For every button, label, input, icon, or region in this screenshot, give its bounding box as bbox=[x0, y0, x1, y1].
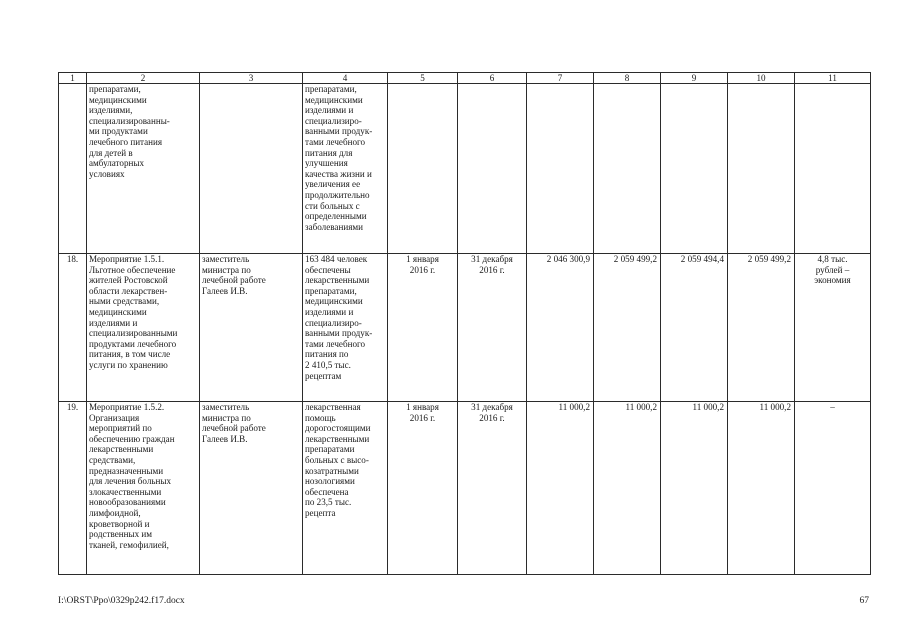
plan-table bbox=[58, 72, 871, 575]
row-number-cell bbox=[59, 84, 87, 254]
result-cell: 163 484 человек обеспечены лекарственными препаратами, медицинскими изделиями и специализиро- ванными продук- тами лечебного питания по 2 410,5 тыс. рецептам bbox=[303, 254, 388, 402]
row-number-cell: 19. bbox=[59, 402, 87, 575]
amount-cell-8: 2 059 499,2 bbox=[594, 254, 661, 402]
note-cell: 4,8 тыс. рублей – экономия bbox=[795, 254, 871, 402]
note-cell: – bbox=[795, 402, 871, 575]
column-number: 8 bbox=[594, 73, 661, 84]
amount-cell-10: 2 059 499,2 bbox=[728, 254, 795, 402]
result-cell: лекарственная помощь дорогостоящими лекарственными препаратами больных с высо- козатратными нозологиями обеспечена по 23,5 тыс. рецепта bbox=[303, 402, 388, 575]
column-number: 9 bbox=[661, 73, 728, 84]
end-date-cell bbox=[458, 84, 527, 254]
event-cell: Мероприятие 1.5.2. Организация мероприятий по обеспечению граждан лекарственными средствами, предназначенными для лечения больных злокачественными новообразованиями лимфоидной, кроветворной и родственных им тканей, гемофилией, bbox=[87, 402, 200, 575]
amount-cell-7 bbox=[527, 84, 594, 254]
column-number-row bbox=[59, 73, 871, 84]
table-row-continuation bbox=[59, 84, 871, 254]
responsible-cell: заместитель министра по лечебной работе Галеев И.В. bbox=[200, 402, 303, 575]
column-number: 4 bbox=[303, 73, 388, 84]
event-cell: Мероприятие 1.5.1. Льготное обеспечение жителей Ростовской области лекарствен- ными средствами, медицинскими изделиями и специализированными продуктами лечебного питания, в том числе услуги по хранению bbox=[87, 254, 200, 402]
amount-cell-9 bbox=[661, 84, 728, 254]
table-row bbox=[59, 402, 871, 575]
responsible-cell bbox=[200, 84, 303, 254]
column-number: 10 bbox=[728, 73, 795, 84]
column-number: 1 bbox=[59, 73, 87, 84]
start-date-cell bbox=[388, 84, 458, 254]
column-number: 6 bbox=[458, 73, 527, 84]
end-date-cell: 31 декабря 2016 г. bbox=[458, 254, 527, 402]
amount-cell-10 bbox=[728, 84, 795, 254]
responsible-cell: заместитель министра по лечебной работе Галеев И.В. bbox=[200, 254, 303, 402]
page-number: 67 bbox=[859, 596, 869, 606]
start-date-cell: 1 января 2016 г. bbox=[388, 402, 458, 575]
note-cell bbox=[795, 84, 871, 254]
column-number: 5 bbox=[388, 73, 458, 84]
table-row bbox=[59, 254, 871, 402]
amount-cell-8: 11 000,2 bbox=[594, 402, 661, 575]
column-number: 2 bbox=[87, 73, 200, 84]
amount-cell-9: 2 059 494,4 bbox=[661, 254, 728, 402]
amount-cell-7: 2 046 300,9 bbox=[527, 254, 594, 402]
column-number: 7 bbox=[527, 73, 594, 84]
footer-file-path: I:\ORST\Ppo\0329p242.f17.docx bbox=[58, 596, 185, 606]
amount-cell-10: 11 000,2 bbox=[728, 402, 795, 575]
amount-cell-8 bbox=[594, 84, 661, 254]
start-date-cell: 1 января 2016 г. bbox=[388, 254, 458, 402]
end-date-cell: 31 декабря 2016 г. bbox=[458, 402, 527, 575]
amount-cell-7: 11 000,2 bbox=[527, 402, 594, 575]
result-cell: препаратами, медицинскими изделиями и специализиро- ванными продук- тами лечебного питания для улучшения качества жизни и увеличения ее продолжительно сти больных с определенными заболеваниями bbox=[303, 84, 388, 254]
event-cell: препаратами, медицинскими изделиями, специализированны- ми продуктами лечебного питания для детей в амбулаторных условиях bbox=[87, 84, 200, 254]
amount-cell-9: 11 000,2 bbox=[661, 402, 728, 575]
column-number: 11 bbox=[795, 73, 871, 84]
row-number-cell: 18. bbox=[59, 254, 87, 402]
column-number: 3 bbox=[200, 73, 303, 84]
